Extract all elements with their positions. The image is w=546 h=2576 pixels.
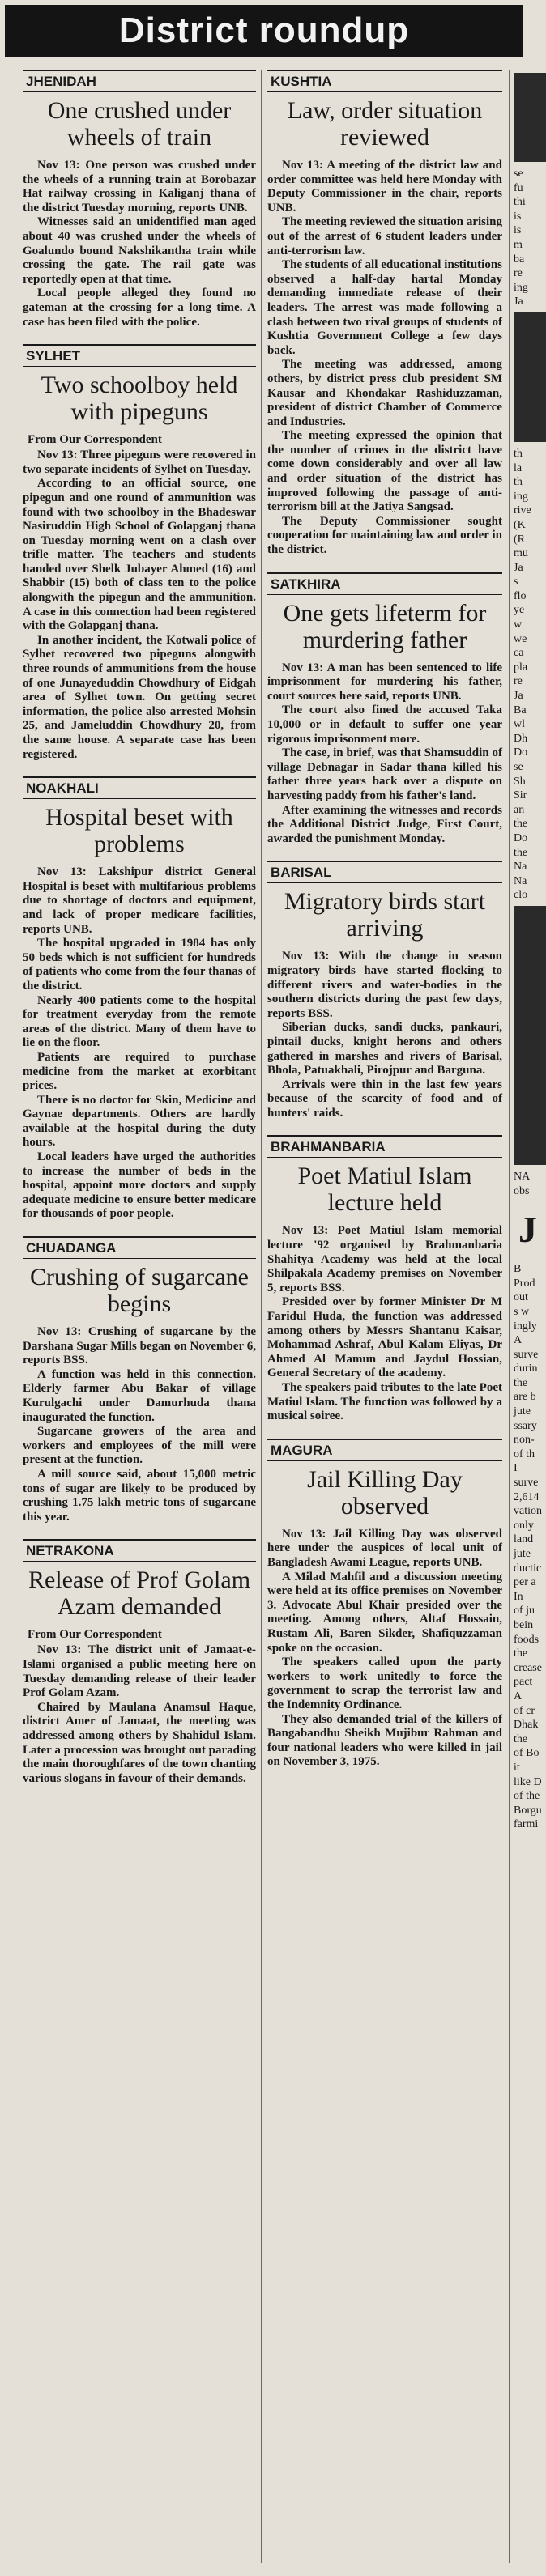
adjacent-text-fragment: crease xyxy=(514,1661,542,1674)
article-headline: Release of Prof Golam Azam demanded xyxy=(28,1566,251,1621)
article-paragraph: Nov 13: Lakshipur district General Hospital is beset with multifarious problems due to shortage of doctors and equipment, and lack of proper medicare facilities, reports UNB. xyxy=(23,865,256,936)
article-paragraph: The meeting expressed the opinion that the number of crimes in the district have come down considerably and over all law and order situation of the district has improved following the passage of anti-terrorism bill at the Jatiya Sangsad. xyxy=(267,429,502,514)
article-paragraph: The speakers called upon the party workers to work unitedly to force the government to scrap the terrorist law and the Indemnity Ordinance. xyxy=(267,1656,502,1711)
article-paragraph: They also demanded trial of the killers of Bangabandhu Sheikh Mujibur Rahman and four national leaders who were killed in jail on November 3, 1975. xyxy=(267,1712,502,1769)
article-headline: One gets lifeterm for murdering father xyxy=(283,599,487,653)
article-noakhali xyxy=(23,776,256,1222)
adjacent-text-fragment: of ju xyxy=(514,1605,535,1617)
article-paragraph: Nov 13: Jail Killing Day was observed here under the auspices of local unit of Bangladesh Awami League, reports UNB. xyxy=(267,1527,502,1569)
article-body xyxy=(267,950,502,1120)
adjacent-text-fragment: In xyxy=(514,1590,523,1603)
article-body xyxy=(267,159,502,558)
article-paragraph: Chaired by Maulana Anamsul Haque, district Amer of Jamaat, the meeting was addressed among others by Shahidul Islam. Later a procession was brought out parading the main thoroughfares of the town chanting various slogans in favour of their demands. xyxy=(23,1700,256,1785)
adjacent-text-fragment: clo xyxy=(514,889,528,902)
adjacent-text-fragment: fu xyxy=(514,181,523,194)
article-chuadanga xyxy=(23,1236,256,1524)
adjacent-text-fragment: Do xyxy=(514,831,528,844)
adjacent-text-fragment: A xyxy=(514,1690,523,1702)
adjacent-text-fragment: Borgu xyxy=(514,1804,542,1817)
article-satkhira xyxy=(267,572,502,847)
adjacent-text-fragment: of cr xyxy=(514,1704,535,1717)
adjacent-text-fragment: ca xyxy=(514,647,524,660)
adjacent-text-fragment: thi xyxy=(514,196,526,209)
adjacent-text-fragment: an xyxy=(514,803,525,816)
adjacent-text-fragment: Ja xyxy=(514,690,523,703)
article-headline: Two schoolboy held with pipeguns xyxy=(41,372,238,426)
adjacent-text-bottom xyxy=(514,1262,542,1832)
adjacent-text-fragment: bein xyxy=(514,1618,534,1631)
adjacent-text-fragment: jute xyxy=(514,1405,531,1418)
article-byline: From Our Correspondent xyxy=(28,1628,162,1642)
adjacent-text-fragment: Na xyxy=(514,874,527,887)
adjacent-text-fragment: obs xyxy=(514,1184,530,1197)
article-body xyxy=(23,159,256,329)
article-paragraph: Nov 13: A meeting of the district law and order committee was held here Monday with Deputy Commissioner in the chair, reports UNB. xyxy=(267,159,502,215)
district-label: MAGURA xyxy=(267,1439,502,1461)
column-rule xyxy=(509,70,510,2563)
article-brahmanbaria xyxy=(267,1135,502,1423)
adjacent-text-fragment: is xyxy=(514,210,522,223)
adjacent-text-fragment: the xyxy=(514,846,528,859)
article-paragraph: Local people alleged they found no gateman at the crossing for a long time. A case has been filed with the police. xyxy=(23,287,256,329)
adjacent-text-fragment: the xyxy=(514,1732,528,1745)
section-banner: District roundup xyxy=(5,5,523,57)
article-paragraph: The meeting was addressed, among others, by district press club president SM Kausar and Khondakar Rashiduzzaman, president of district Chamber of Commerce and Industries. xyxy=(267,358,502,428)
adjacent-text-fragment: pact xyxy=(514,1676,533,1689)
article-headline: Crushing of sugarcane begins xyxy=(30,1264,249,1318)
article-jhenidah xyxy=(23,70,256,329)
adjacent-text-fragment: land xyxy=(514,1533,534,1546)
adjacent-text-fragment: jute xyxy=(514,1548,531,1560)
adjacent-text-middle xyxy=(514,447,535,903)
adjacent-text-fragment: surve xyxy=(514,1477,539,1490)
adjacent-text-fragment: of Bo xyxy=(514,1747,540,1760)
adjacent-text-fragment: th xyxy=(514,447,523,460)
article-paragraph: The students of all educational institutions observed a half-day hartal Monday demanding immediate release of their leaders. The arrest was made following a clash between two rival groups of students of Kushtia Government College a few days back. xyxy=(267,258,502,357)
adjacent-photo-caption xyxy=(514,1170,535,1198)
adjacent-text-fragment: s w xyxy=(514,1305,530,1318)
article-body xyxy=(23,1643,256,1786)
article-body xyxy=(267,1224,502,1423)
article-paragraph: Witnesses said an unidentified man aged about 40 was crushed under the wheels of Goalundo bound Nakshikantha train while crossing the gate. The rail gate was reportedly open at that time. xyxy=(23,215,256,286)
adjacent-text-fragment: are b xyxy=(514,1391,536,1404)
adjacent-text-fragment: ing xyxy=(514,490,528,503)
adjacent-text-fragment: ye xyxy=(514,604,525,617)
article-paragraph: There is no doctor for Skin, Medicine and Gaynae departments. Others are hardly available at the hospital during the duty hours. xyxy=(23,1093,256,1150)
article-paragraph: Nov 13: A man has been sentenced to life imprisonment for murdering his father, court sources here said, reports UNB. xyxy=(267,661,502,703)
article-barisal xyxy=(267,861,502,1120)
adjacent-text-fragment: Dhak xyxy=(514,1719,539,1732)
adjacent-text-fragment: of th xyxy=(514,1447,535,1460)
article-paragraph: The hospital upgraded in 1984 has only 50 beds which is not sufficient for hundreds of patients who come from the four thanas of the district. xyxy=(23,937,256,993)
article-paragraph: According to an official source, one pipegun and one round of ammunition was found with two schoolboy in the Bhadeswar Nasiruddin High School of Golapganj thana on Tuesday morning went on a clash over trifle matter. The teachers and students handed over Shelk Jubayer Ahmed (16) and Shabbir (15) both of class ten to the police alongwith the pipegun and the ammunition. A case in this connection had been registered with the Golapganj thana. xyxy=(23,477,256,633)
article-paragraph: Nov 13: Poet Matiul Islam memorial lecture '92 organised by Brahmanbaria Shahitya Academy was held at the local Shilpakala Academy premises on November 5, reports BSS. xyxy=(267,1224,502,1294)
district-label: BRAHMANBARIA xyxy=(267,1135,502,1158)
article-netrakona xyxy=(23,1539,256,1786)
district-label: CHUADANGA xyxy=(23,1236,256,1259)
adjacent-text-fragment: foods xyxy=(514,1633,540,1646)
article-kushtia xyxy=(267,70,502,558)
article-headline: One crushed under wheels of train xyxy=(47,97,232,151)
adjacent-text-fragment: A xyxy=(514,1334,523,1347)
article-paragraph: The Deputy Commissioner sought cooperation for maintaining law and order in the district. xyxy=(267,514,502,557)
district-label: KUSHTIA xyxy=(267,70,502,92)
adjacent-text-fragment: surve xyxy=(514,1348,539,1361)
district-label: NETRAKONA xyxy=(23,1539,256,1562)
adjacent-text-top xyxy=(514,167,535,309)
adjacent-text-fragment: out xyxy=(514,1291,528,1304)
adjacent-text-fragment: la xyxy=(514,461,523,474)
article-paragraph: Nearly 400 patients come to the hospital for treatment everyday from the remote areas of the district. Many of them have to lie on the floor. xyxy=(23,993,256,1050)
adjacent-text-fragment: Na xyxy=(514,861,527,874)
article-paragraph: Patients are required to purchase medicine from the market at exorbitant prices. xyxy=(23,1050,256,1093)
adjacent-photo xyxy=(514,312,546,442)
adjacent-text-fragment: ingly xyxy=(514,1320,537,1333)
adjacent-text-fragment: ductic xyxy=(514,1562,542,1575)
adjacent-text-fragment: vation xyxy=(514,1505,542,1518)
article-paragraph: Nov 13: Three pipeguns were recovered in two separate incidents of Sylhet on Tuesday. xyxy=(23,448,256,476)
article-paragraph: In another incident, the Kotwali police of Sylhet recovered two pipeguns alongwith three rounds of ammunitions from the house of one Junayeduddin Chowdhury of Eidgah area of Sylhet town. On getting secret information, the police also arrested Mohsin 25, and Jameluddin Chowdhury 20, from the same house. A separate case has been registered. xyxy=(23,633,256,761)
adjacent-text-fragment: se xyxy=(514,761,523,773)
adjacent-text-fragment: B xyxy=(514,1263,522,1276)
adjacent-text-fragment: (R xyxy=(514,533,525,546)
column-left xyxy=(23,70,256,1786)
article-byline: From Our Correspondent xyxy=(28,433,162,447)
adjacent-text-fragment: Ja xyxy=(514,295,523,308)
article-body xyxy=(267,1528,502,1770)
adjacent-text-fragment: Ba xyxy=(514,704,527,716)
article-paragraph: Nov 13: One person was crushed under the wheels of a running train at Borobazar Hat railway crossing in Kaliganj thana of the district Tuesday morning, reports UNB. xyxy=(23,159,256,215)
adjacent-text-fragment: (K xyxy=(514,518,526,531)
article-body xyxy=(23,448,256,762)
adjacent-text-fragment: like D xyxy=(514,1775,542,1788)
article-paragraph: A mill source said, about 15,000 metric tons of sugar are likely to be produced by crushing 1.75 lakh metric tons of sugarcane this year. xyxy=(23,1467,256,1524)
article-paragraph: The speakers paid tributes to the late Poet Matiul Islam. The function was followed by a musical soiree. xyxy=(267,1381,502,1423)
adjacent-text-fragment: non- xyxy=(514,1434,535,1447)
column-adjacent-clipped xyxy=(514,70,542,1832)
adjacent-text-fragment: rive xyxy=(514,504,531,517)
adjacent-text-fragment: it xyxy=(514,1761,520,1774)
adjacent-text-fragment: 2,614 xyxy=(514,1490,540,1503)
article-headline: Hospital beset with problems xyxy=(45,804,233,858)
article-paragraph: Sugarcane growers of the area and workers and employees of the mill were present at the function. xyxy=(23,1425,256,1467)
adjacent-text-fragment: w xyxy=(514,618,523,631)
district-label: SYLHET xyxy=(23,344,256,367)
adjacent-text-fragment: only xyxy=(514,1519,534,1532)
adjacent-text-fragment: Dh xyxy=(514,732,528,745)
article-headline: Jail Killing Day observed xyxy=(307,1465,463,1520)
article-body xyxy=(23,865,256,1222)
adjacent-text-fragment: Do xyxy=(514,746,528,759)
adjacent-text-fragment: durin xyxy=(514,1362,538,1375)
adjacent-text-fragment: NA xyxy=(514,1170,531,1183)
adjacent-text-fragment: flo xyxy=(514,589,527,602)
district-label: SATKHIRA xyxy=(267,572,502,595)
adjacent-photo xyxy=(514,73,546,162)
article-paragraph: Nov 13: Crushing of sugarcane by the Darshana Sugar Mills began on November 6, reports BSS. xyxy=(23,1325,256,1367)
adjacent-text-fragment: wl xyxy=(514,718,525,731)
adjacent-text-fragment: of the xyxy=(514,1790,540,1803)
adjacent-text-fragment: re xyxy=(514,267,523,280)
adjacent-text-fragment: Prod xyxy=(514,1277,535,1290)
column-middle xyxy=(267,70,502,1770)
adjacent-text-fragment: re xyxy=(514,675,523,688)
district-label: NOAKHALI xyxy=(23,776,256,799)
adjacent-text-fragment: the xyxy=(514,818,528,831)
article-paragraph: Siberian ducks, sandi ducks, pankauri, pintail ducks, knight herons and others gathered in marshes and rivers of Barisal, Bhola, Patuakhali, Pirojpur and Barguna. xyxy=(267,1021,502,1078)
adjacent-text-fragment: th xyxy=(514,476,523,489)
adjacent-text-fragment: the xyxy=(514,1376,528,1389)
article-paragraph: Presided over by former Minister Dr M Faridul Huda, the function was addressed among others by Messrs Shantanu Kaisar, Mohammad Ashraf, Abul Kalam Eliyas, Dr Ahmed Al Mamun and Jaydul Hossian, General Secretary of the academy. xyxy=(267,1295,502,1380)
article-paragraph: The case, in brief, was that Shamsuddin of village Debnagar in Sadar thana killed his father three years back over a dispute on harvesting paddy from his father's land. xyxy=(267,746,502,802)
article-body xyxy=(23,1325,256,1524)
adjacent-text-fragment: is xyxy=(514,224,522,237)
adjacent-text-fragment: per a xyxy=(514,1576,536,1589)
adjacent-text-fragment: farmi xyxy=(514,1818,539,1831)
article-body xyxy=(267,661,502,847)
adjacent-text-fragment: ssary xyxy=(514,1419,537,1432)
article-paragraph: Nov 13: The district unit of Jamaat-e-Islami organised a public meeting here on Tuesday demanding release of their leader Prof Golam Azam. xyxy=(23,1643,256,1700)
article-sylhet xyxy=(23,344,256,762)
article-headline: Poet Matiul Islam lecture held xyxy=(297,1163,472,1217)
article-paragraph: Local leaders have urged the authorities to increase the number of beds in the hospital, appoint more doctors and supply adequate medicine to ensure better medicare for thousands of poor people. xyxy=(23,1150,256,1221)
article-paragraph: A function was held in this connection. Elderly farmer Abu Bakar of village Kurulgachi under Damurhuda thana inaugurated the function. xyxy=(23,1367,256,1424)
article-paragraph: After examining the witnesses and records the Additional District Judge, First Court, awarded the punishment Monday. xyxy=(267,803,502,845)
adjacent-photo xyxy=(514,906,546,1165)
district-label: JHENIDAH xyxy=(23,70,256,92)
article-headline: Law, order situation reviewed xyxy=(287,97,483,151)
adjacent-text-fragment: ing xyxy=(514,281,528,294)
adjacent-text-fragment: pla xyxy=(514,661,528,674)
article-paragraph: A Milad Mahfil and a discussion meeting were held at its office premises on November 3. Advocate Abul Khair presided over the meeting. Among others, Altaf Hossain, Rustam Ali, Baren Sikder, Shafiquzzaman spoke on the occasion. xyxy=(267,1570,502,1655)
adjacent-headline: J xyxy=(518,1209,537,1251)
adjacent-text-fragment: Sh xyxy=(514,775,526,788)
adjacent-text-fragment: Ja xyxy=(514,561,523,574)
adjacent-text-fragment: Sir xyxy=(514,789,527,802)
article-paragraph: Arrivals were thin in the last few years because of the scarcity of food and of hunters' raids. xyxy=(267,1078,502,1120)
article-paragraph: The court also fined the accused Taka 10,000 or in default to suffer one year rigorous imprisonment more. xyxy=(267,704,502,746)
adjacent-text-fragment: the xyxy=(514,1647,528,1660)
adjacent-text-fragment: mu xyxy=(514,547,528,560)
adjacent-text-fragment: I xyxy=(514,1462,518,1475)
adjacent-text-fragment: m xyxy=(514,238,523,251)
article-paragraph: Nov 13: With the change in season migratory birds have started flocking to different rivers and water-bodies in the southern districts during the past few days, reports BSS. xyxy=(267,950,502,1020)
adjacent-text-fragment: ba xyxy=(514,253,525,266)
adjacent-text-fragment: se xyxy=(514,168,523,180)
column-rule xyxy=(261,70,262,2563)
adjacent-text-fragment: s xyxy=(514,576,518,589)
article-magura xyxy=(267,1439,502,1770)
article-headline: Migratory birds start arriving xyxy=(284,888,486,942)
adjacent-text-fragment: we xyxy=(514,632,527,645)
district-label: BARISAL xyxy=(267,861,502,883)
article-paragraph: The meeting reviewed the situation arising out of the arrest of 6 student leaders under anti-terrorism law. xyxy=(267,215,502,257)
